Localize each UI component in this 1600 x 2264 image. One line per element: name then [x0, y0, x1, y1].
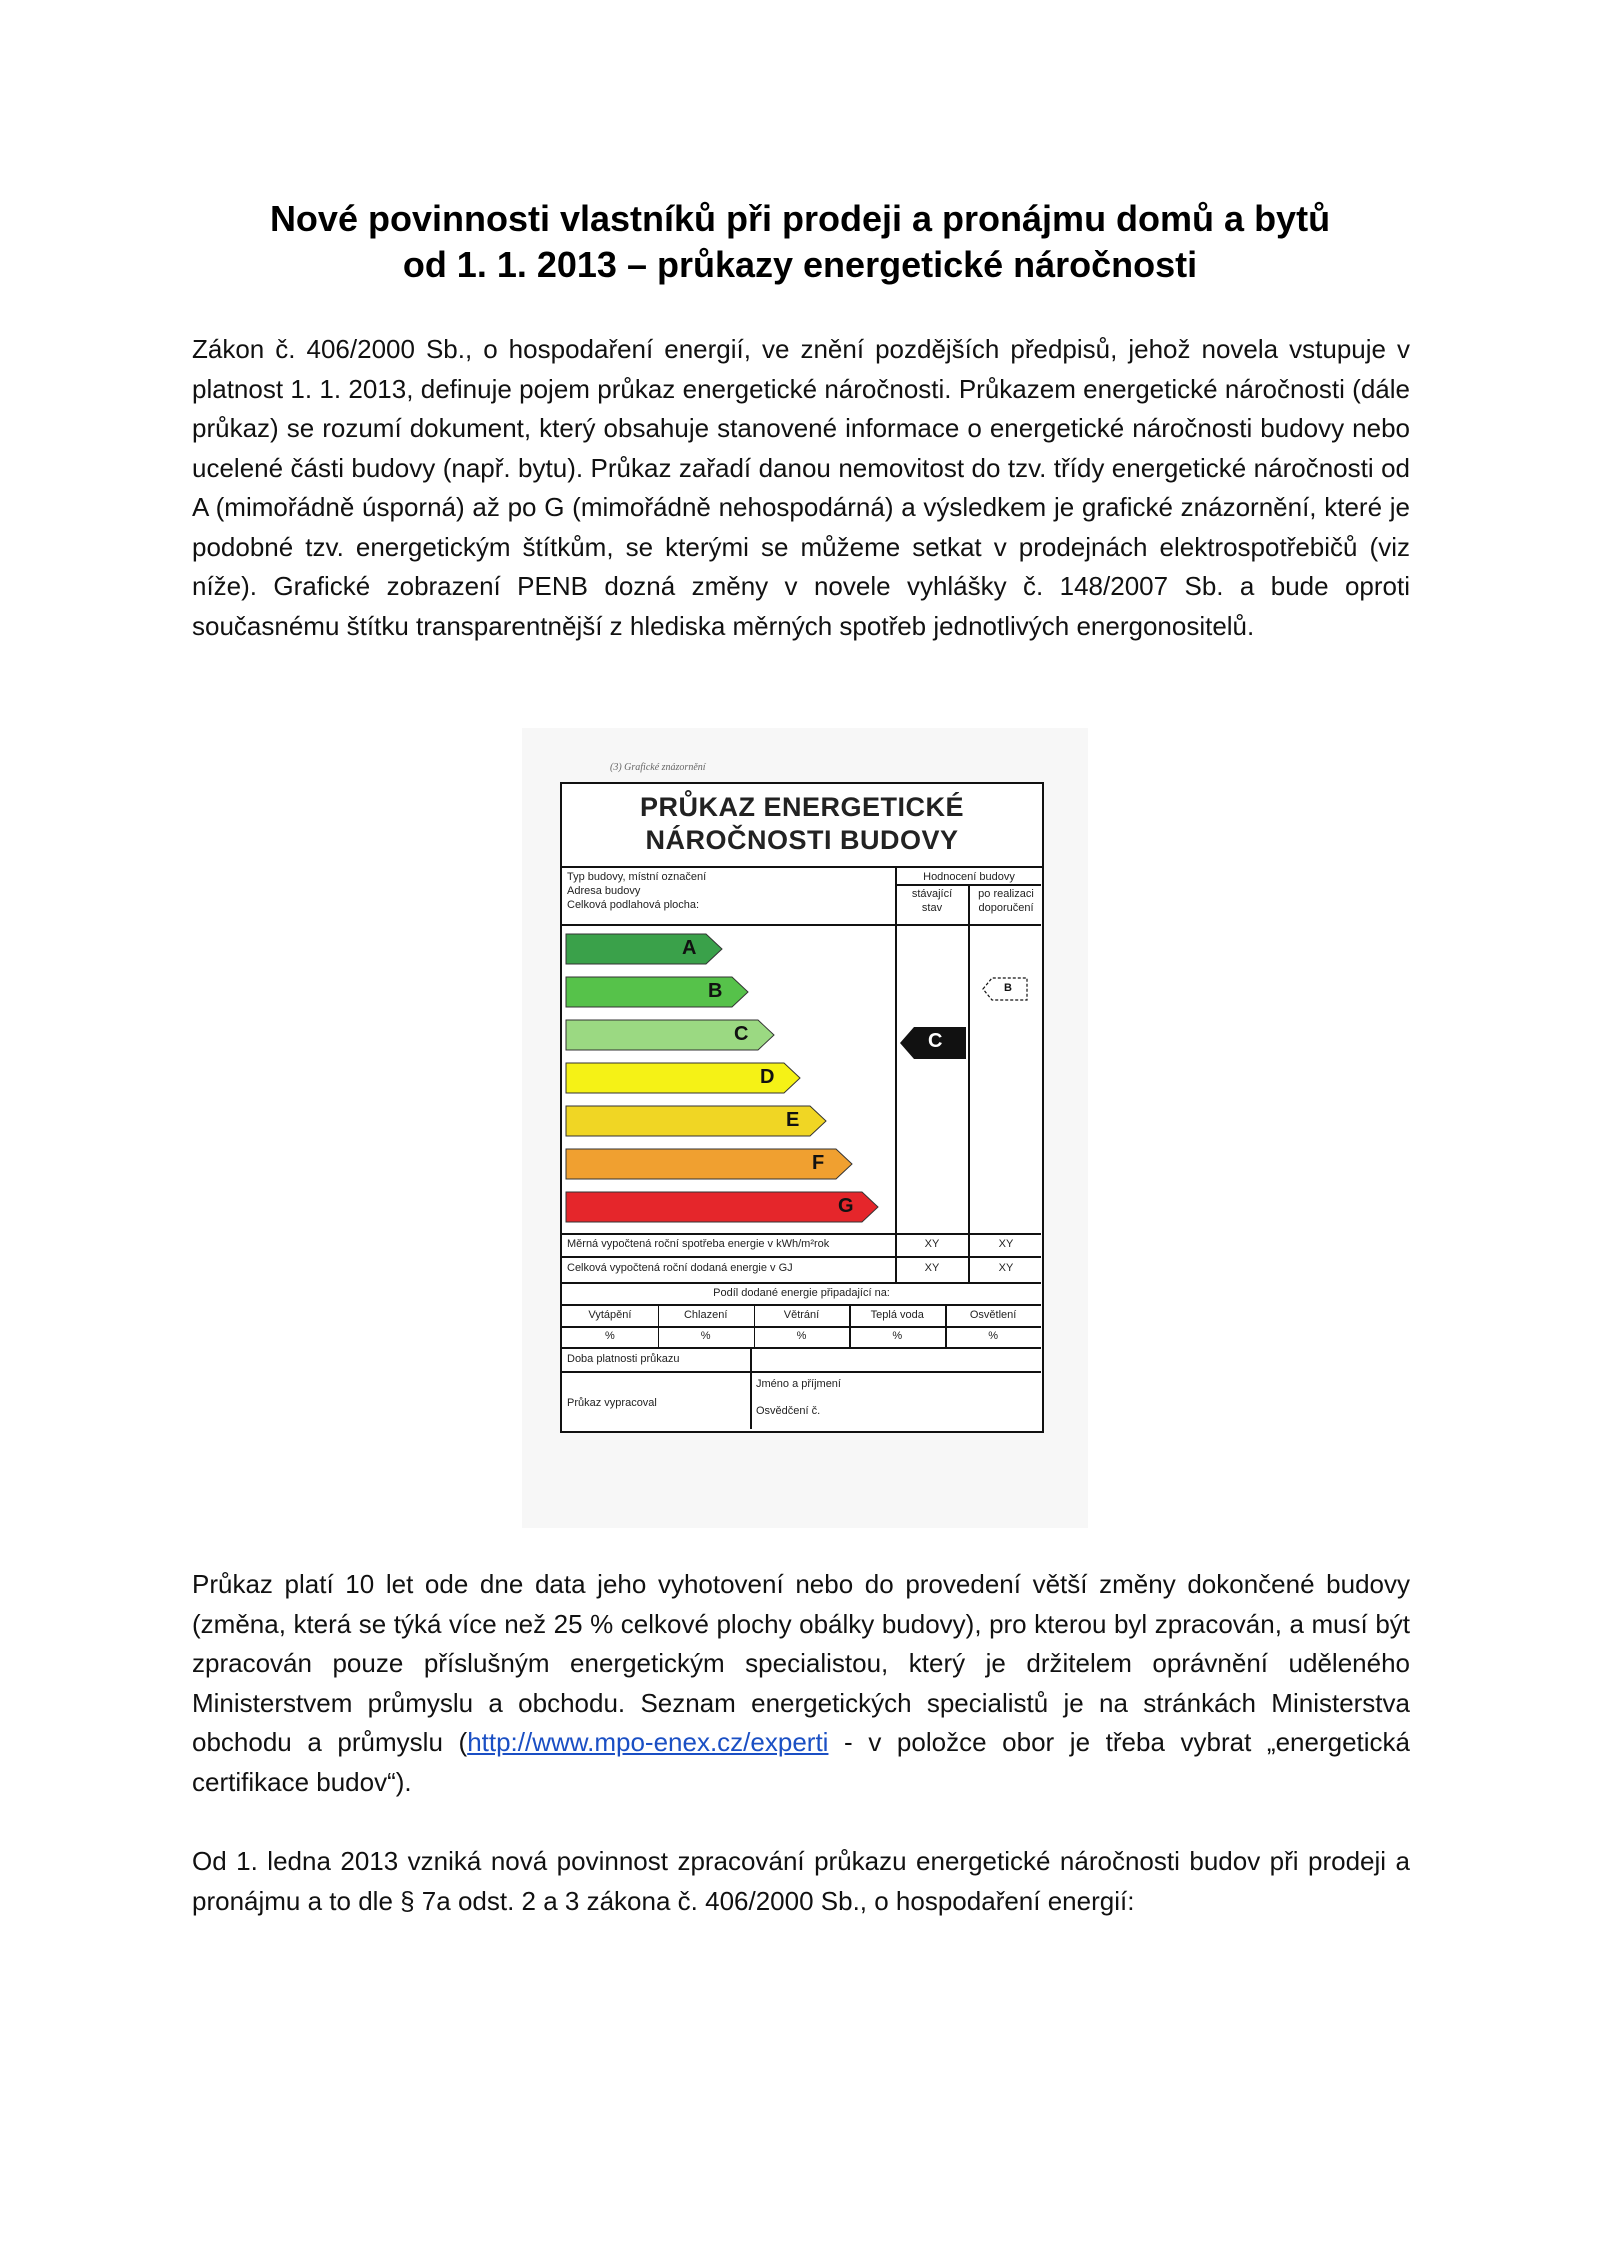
divider: [562, 1347, 1041, 1349]
current-class-letter: C: [928, 1030, 943, 1052]
title-line-1: Nové povinnosti vlastníků při prodeji a pronájmu domů a bytů: [269, 198, 1331, 239]
divider: [968, 885, 970, 1233]
share-col-header: Chlazení: [683, 1309, 728, 1321]
certificate-label: Osvědčení č.: [756, 1405, 821, 1417]
experts-link[interactable]: http://www.mpo-enex.cz/experti: [467, 1727, 829, 1757]
energy-class-letter: F: [812, 1152, 825, 1174]
energy-class-letter: C: [734, 1023, 749, 1045]
validity-text-end: - v položce obor je třeba vybrat „energetická certifikace budov“).: [192, 1727, 1410, 1797]
divider: [562, 924, 1041, 926]
validity-label: Doba platnosti průkazu: [567, 1353, 680, 1365]
share-col-value: %: [796, 1330, 807, 1342]
energy-class-letter: A: [682, 937, 697, 959]
recommended-class-marker: [982, 977, 1028, 1006]
after-measures-header: [970, 887, 1042, 915]
name-label: Jméno a příjmení: [756, 1378, 841, 1390]
energy-class-bar-e: [566, 1106, 828, 1136]
total-current-value: XY: [924, 1262, 940, 1274]
label-caption: (3) Grafické znázornění: [610, 762, 706, 773]
share-header: Podíl dodané energie připadající na:: [713, 1287, 890, 1299]
share-col-value: %: [605, 1330, 615, 1342]
label-title-line-2: NÁROČNOSTI BUDOVY: [645, 825, 959, 855]
current-state-line-1: stávající: [911, 888, 953, 900]
divider: [750, 1347, 752, 1429]
share-col-header: Vytápění: [588, 1309, 632, 1321]
field-address: Adresa budovy: [567, 885, 641, 897]
divider: [895, 868, 897, 1233]
field-building-type: Typ budovy, místní označení: [567, 871, 707, 883]
prepared-by-label: Průkaz vypracoval: [567, 1397, 657, 1409]
total-energy-label: Celková vypočtená roční dodaná energie v GJ: [567, 1262, 793, 1274]
after-measures-line-2: doporučení: [978, 902, 1034, 914]
share-col-header: Teplá voda: [870, 1309, 924, 1321]
share-col-value: %: [988, 1330, 998, 1342]
document-title: [0, 196, 1600, 288]
current-state-header: [897, 887, 967, 915]
energy-class-bar-f: [566, 1149, 854, 1179]
specific-current-value: XY: [924, 1238, 940, 1250]
share-col-header: Osvětlení: [969, 1309, 1017, 1321]
specific-consumption-label: Měrná vypočtená roční spotřeba energie v kWh/m²rok: [567, 1238, 830, 1250]
energy-class-bar-g: [566, 1192, 880, 1222]
energy-class-letter: G: [838, 1195, 854, 1217]
label-title-line-1: PRŮKAZ ENERGETICKÉ: [639, 792, 965, 822]
energy-class-bar-d: [566, 1063, 802, 1093]
energy-class-letter: B: [708, 980, 723, 1002]
divider: [562, 1256, 1041, 1258]
energy-class-bar-c: [566, 1020, 776, 1050]
total-after-value: XY: [998, 1262, 1014, 1274]
current-state-line-2: stav: [921, 902, 943, 914]
label-header-fields: [567, 870, 706, 912]
share-col-value: %: [892, 1330, 903, 1342]
after-measures-line-1: po realizaci: [978, 888, 1034, 900]
intro-paragraph: Zákon č. 406/2000 Sb., o hospodaření energií, ve znění pozdějších předpisů, jehož novela vstupuje v platnost 1. 1. 2013, definuje pojem průkaz energetické náročnosti. Průkazem energetické náročnosti (dále průkaz) se rozumí dokument, který obsahuje stanovené informace o energetické náročnosti budovy nebo ucelené části budovy (např. bytu). Průkaz zařadí danou nemovitost do tzv. třídy energetické náročnosti od A (mimořádně úsporná) až po G (mimořádně nehospodárná) a výsledkem je grafické znázornění, které je podobné tzv. energetickým štítkům, se kterými se můžeme setkat v prodejnách elektrospotřebičů (viz níže). Grafické zobrazení PENB dozná změny v novele vyhlášky č. 148/2007 Sb. a bude oproti současnému štítku transparentnější z hlediska měrných spotřeb jednotlivých energonositelů.: [192, 334, 1410, 641]
energy-label: [560, 782, 1044, 1433]
validity-text: Průkaz platí 10 let ode dne data jeho vyhotovení nebo do provedení větší změny dokončené budovy (změna, která se týká více než 25 % celkové plochy obálky budovy), pro kterou byl zpracován, a musí být zpracován pouze příslušným energetickým specialistou, který je držitelem oprávnění uděleného Ministerstvem průmyslu a obchodu. Seznam energetických specialistů je na stránkách Ministerstva obchodu a průmyslu (: [192, 1569, 1410, 1757]
validity-paragraph: [192, 1565, 1410, 1802]
specific-after-value: XY: [998, 1238, 1014, 1250]
divider: [895, 884, 1041, 886]
energy-label-image: [522, 728, 1088, 1528]
divider: [562, 1282, 1041, 1284]
divider: [562, 1371, 1041, 1373]
energy-class-letter: E: [786, 1109, 800, 1131]
rating-header: Hodnocení budovy: [923, 871, 1015, 883]
obligation-paragraph: Od 1. ledna 2013 vzniká nová povinnost zpracování průkazu energetické náročnosti budov při prodeji a pronájmu a to dle § 7a odst. 2 a 3 zákona č. 406/2000 Sb., o hospodaření energií:: [192, 1846, 1410, 1916]
title-line-2: od 1. 1. 2013 – průkazy energetické náročnosti: [402, 244, 1198, 285]
divider: [562, 1326, 1041, 1328]
energy-class-bar-b: [566, 977, 750, 1007]
share-col-header: Větrání: [783, 1309, 820, 1321]
field-floor-area: Celková podlahová plocha:: [567, 899, 700, 911]
share-col-value: %: [700, 1330, 711, 1342]
recommended-class-letter: B: [1004, 982, 1012, 994]
label-title: [562, 784, 1042, 868]
divider: [562, 1304, 1041, 1306]
energy-class-bar-a: [566, 934, 724, 964]
energy-class-letter: D: [760, 1066, 775, 1088]
current-class-marker: [900, 1027, 966, 1064]
